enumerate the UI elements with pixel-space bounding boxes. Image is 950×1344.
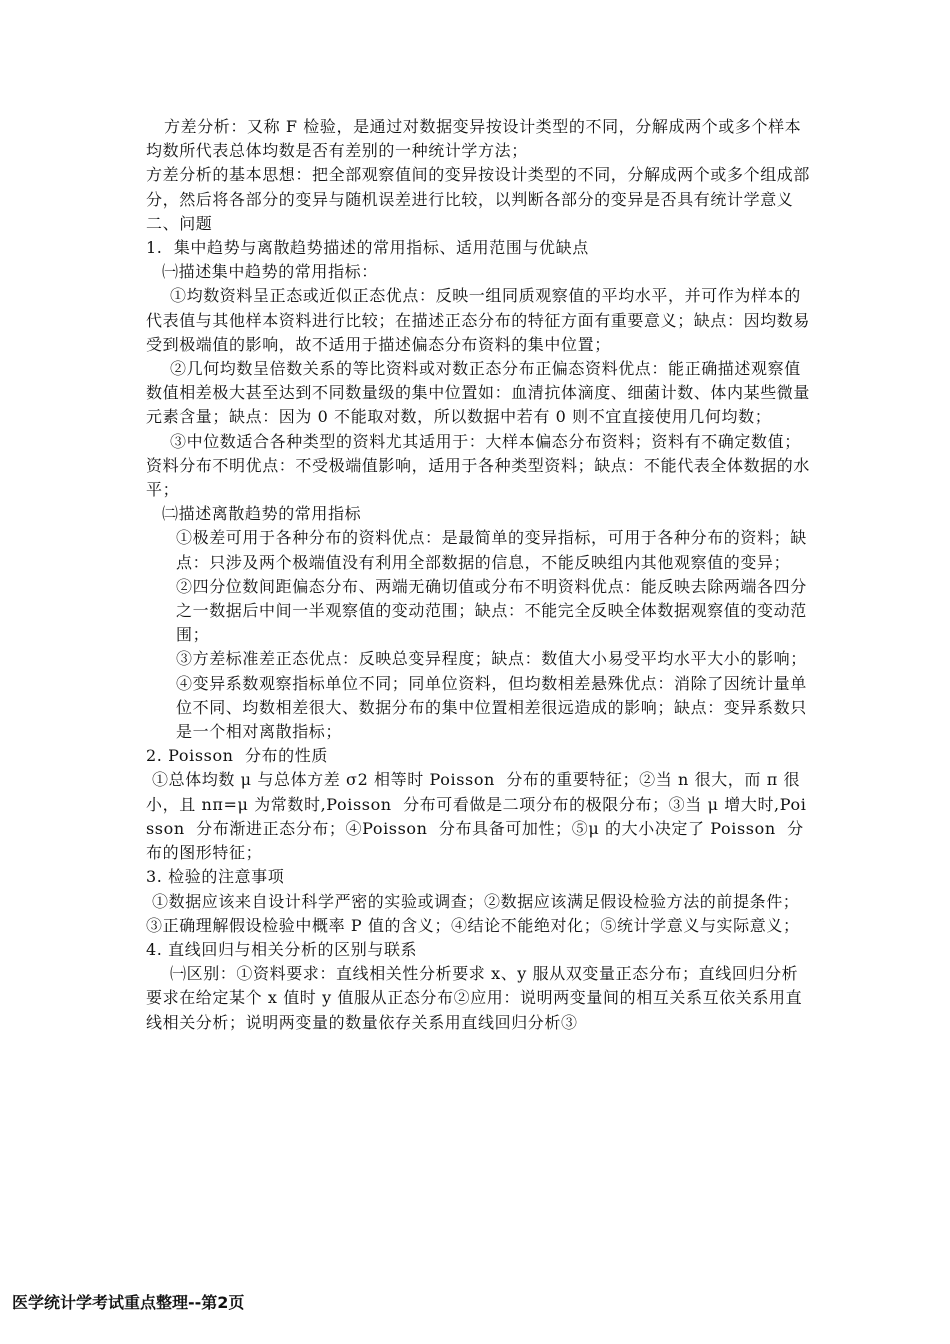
document-body	[146, 115, 810, 1035]
section-heading-questions: 二、问题	[146, 213, 213, 233]
paragraph-anova-definition: 方差分析：又称 F 检验，是通过对数据变异按设计类型的不同，分解成两个或多个样本均数所代表总体均数是否有差别的一种统计学方法；	[146, 117, 802, 161]
item-range: ①极差可用于各种分布的资料优点：是最简单的变异指标，可用于各种分布的资料；缺点：只涉及两个极端值没有利用全部数据的信息，不能反映组内其他观察值的变异；	[176, 528, 807, 572]
paragraph-regression-difference: ㈠区别：①资料要求：直线相关性分析要求 x、y 服从双变量正态分布；直线回归分析要求在给定某个 x 值时 y 值服从正态分布②应用：说明两变量间的相互关系互依关系用直线相关分析；说明两变量的数量依存关系用直线回归分析③	[146, 964, 803, 1032]
page-footer: 医学统计学考试重点整理--第2页	[12, 1293, 245, 1312]
subheading-dispersion: ㈡描述离散趋势的常用指标	[162, 504, 362, 524]
paragraph-test-notes: ①数据应该来自设计科学严密的实验或调查；②数据应该满足假设检验方法的前提条件；③正确理解假设检验中概率 P 值的含义；④结论不能绝对化；⑤统计学意义与实际意义；	[146, 891, 800, 935]
question-heading-1: 1. 集中趋势与离散趋势描述的常用指标、适用范围与优缺点	[146, 238, 589, 258]
item-cv: ④变异系数观察指标单位不同；同单位资料，但均数相差悬殊优点：消除了因统计量单位不同、均数相差很大、数据分布的集中位置相差很远造成的影响；缺点：变异系数只是一个相对离散指标；	[176, 673, 807, 742]
item-mean: ①均数资料呈正态或近似正态优点：反映一组同质观察值的平均水平，并可作为样本的代表值与其他样本资料进行比较；在描述正态分布的特征方面有重要意义；缺点：因均数易受到极端值的影响，故不适用于描述偏态分布资料的集中位置；	[146, 286, 811, 354]
item-geometric-mean: ②几何均数呈倍数关系的等比资料或对数正态分布正偏态资料优点：能正确描述观察值数值相差极大甚至达到不同数量级的集中位置如：血清抗体滴度、细菌计数、体内某些微量元素含量；缺点：因为 0 不能取对数，所以数据中若有 0 则不宜直接使用几何均数；	[146, 359, 811, 427]
item-variance: ③方差标准差正态优点：反映总变异程度；缺点：数值大小易受平均水平大小的影响；	[176, 649, 807, 669]
item-iqr: ②四分位数间距偏态分布、两端无确切值或分布不明资料优点：能反映去除两端各四分之一数据后中间一半观察值的变动范围；缺点：不能完全反映全体数据观察值的变动范围；	[176, 576, 807, 645]
subheading-central-tendency: ㈠描述集中趋势的常用指标：	[162, 262, 378, 282]
question-heading-3: 3. 检验的注意事项	[146, 867, 285, 887]
item-median: ③中位数适合各种类型的资料尤其适用于：大样本偏态分布资料；资料有不确定数值；资料分布不明优点：不受极端值影响，适用于各种类型资料；缺点：不能代表全体数据的水平；	[146, 431, 811, 500]
paragraph-poisson: ①总体均数 μ 与总体方差 σ2 相等时 Poisson 分布的重要特征；②当 n 很大，而 π 很小，且 nπ=μ 为常数时,Poisson 分布可看做是二项分布的极限分布；③当 μ 增大时,Poisson 分布渐进正态分布；④Poisson 分布具备可加性；⑤μ 的大小决定了 Poisson 分布的图形特征；	[146, 770, 807, 863]
question-heading-2: 2. Poisson 分布的性质	[146, 746, 328, 766]
question-heading-4: 4. 直线回归与相关分析的区别与联系	[146, 939, 418, 959]
paragraph-anova-idea: 方差分析的基本思想：把全部观察值间的变异按设计类型的不同，分解成两个或多个组成部分，然后将各部分的变异与随机误差进行比较，以判断各部分的变异是否具有统计学意义	[146, 165, 811, 209]
